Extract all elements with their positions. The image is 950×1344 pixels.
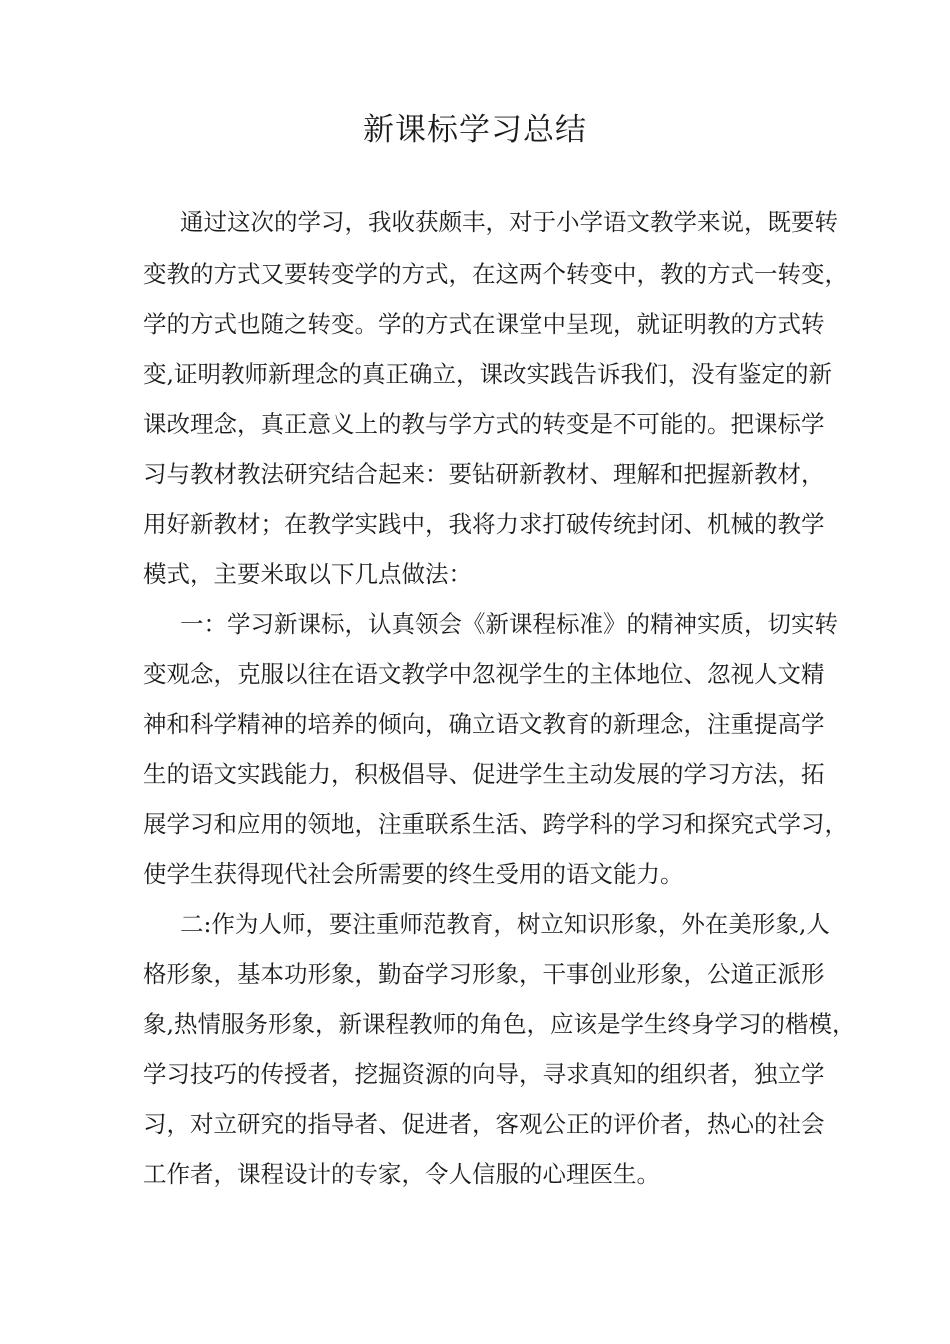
paragraph-intro-line-5: 课改理念，真正意义上的教与学方式的转变是不可能的。把课标学 (143, 410, 825, 438)
paragraph-point-1-line-6: 使学生获得现代社会所需要的终生受用的语文能力。 (143, 860, 684, 888)
paragraph-intro-line-3: 学的方式也随之转变。学的方式在课堂中呈现，就证明教的方式转 (143, 310, 825, 338)
paragraph-intro-line-4: 变,证明教师新理念的真正确立，课改实践告诉我们，没有鉴定的新 (143, 360, 832, 388)
paragraph-point-2-line-6: 工作者，课程设计的专家，令人信服的心理医生。 (143, 1160, 660, 1188)
paragraph-point-1-line-4: 生的语文实践能力，积极倡导、促进学生主动发展的学习方法，拓 (143, 760, 825, 788)
paragraph-point-2-line-5: 习，对立研究的指导者、促进者，客观公正的评价者，热心的社会 (143, 1110, 825, 1138)
paragraph-point-2-line-3: 象,热情服务形象，新课程教师的角色，应该是学生终身学习的楷模， (143, 1010, 856, 1038)
paragraph-intro-line-8: 模式，主要米取以下几点做法： (143, 560, 472, 588)
paragraph-point-1-line-1: 一：学习新课标，认真领会《新课程标准》的精神实质，切实转 (180, 610, 838, 638)
paragraph-intro-line-2: 变教的方式又要转变学的方式，在这两个转变中，教的方式一转变， (143, 260, 848, 288)
paragraph-point-1-line-3: 神和科学精神的培养的倾向，确立语文教育的新理念，注重提高学 (143, 710, 825, 738)
document-title: 新课标学习总结 (363, 112, 587, 148)
paragraph-point-2-line-4: 学习技巧的传授者，挖掘资源的向导，寻求真知的组织者，独立学 (143, 1060, 825, 1088)
paragraph-intro-line-7: 用好新教材；在教学实践中，我将力求打破传统封闭、机械的教学 (143, 510, 825, 538)
paragraph-point-2-line-2: 格形象，基本功形象，勤奋学习形象，干事创业形象，公道正派形 (143, 960, 825, 988)
paragraph-point-2-line-1: 二:作为人师，要注重师范教育，树立知识形象，外在美形象,人 (180, 910, 830, 938)
paragraph-intro-line-6: 习与教材教法研究结合起来：要钻研新教材、理解和把握新教材， (143, 460, 825, 488)
paragraph-intro-line-1: 通过这次的学习，我收获颇丰，对于小学语文教学来说，既要转 (180, 208, 838, 236)
paragraph-point-1-line-5: 展学习和应用的领地，注重联系生活、跨学科的学习和探究式学习， (143, 810, 848, 838)
paragraph-point-1-line-2: 变观念，克服以往在语文教学中忽视学生的主体地位、忽视人文精 (143, 660, 825, 688)
